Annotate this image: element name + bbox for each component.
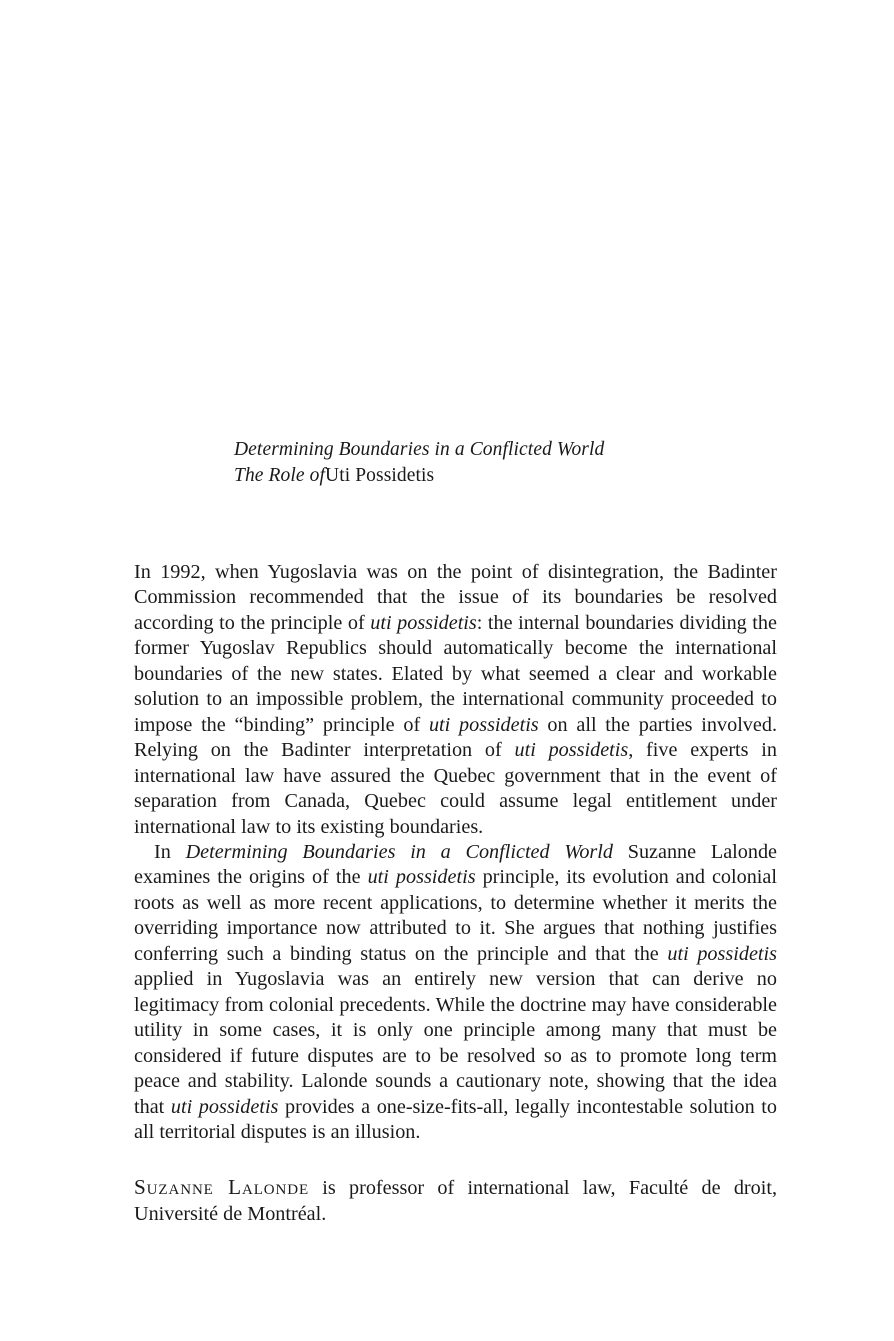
p2-seg-3: Suzanne Lalonde examines the origins of the	[134, 840, 778, 889]
title-block	[234, 437, 794, 489]
p2-italic-uti-possidetis-2: uti possidetis	[667, 942, 777, 965]
book-title-main	[234, 437, 794, 463]
book-subtitle	[234, 463, 794, 489]
author-name: Suzanne Lalonde	[134, 1175, 310, 1200]
p1-italic-uti-possidetis-2: uti possidetis	[428, 713, 539, 736]
author-bio-description: is professor of international law, Faculté de droit, Université de Montréal.	[134, 1177, 777, 1225]
p2-seg-9: provides a one-size-fits-all, legally incontestable solution to all territorial disputes is an illusion.	[134, 1095, 777, 1143]
p1-seg-5: on all the parties involved. Relying on the Badinter interpretation of	[134, 713, 777, 762]
p1-seg-1: In 1992, when Yugoslavia was on the point of disintegration, the Badinter Commission recommended that the issue of its boundaries be resolved according to the principle of	[134, 561, 777, 634]
blurb-paragraph-1	[134, 560, 777, 840]
book-title-main-text: Determining Boundaries in a Conflicted World	[234, 439, 605, 460]
bio-spacer	[134, 1145, 777, 1175]
p1-seg-7: , five experts in international law have assured the Quebec government that in the event of separation from Canada, Quebec could assume legal entitlement under international law to its existing boundaries.	[134, 739, 777, 838]
p2-seg-7: applied in Yugoslavia was an entirely new version that can derive no legitimacy from colonial precedents. While the doctrine may have considerable utility in some cases, it is only one principle among many that must be considered if future disputes are to be resolved so as to promote long term peace and stability. Lalonde sounds a cautionary note, showing that the idea that	[134, 968, 777, 1118]
book-subtitle-prefix: The Role of	[234, 465, 326, 486]
p2-seg-5: principle, its evolution and colonial roots as well as more recent applications, to determine whether it merits the overriding importance now attributed to it. She argues that nothing justifies conferring such a binding status on the principle and that the	[134, 866, 777, 965]
blurb-text-block	[134, 560, 777, 1227]
p1-italic-uti-possidetis-3: uti possidetis	[514, 739, 629, 762]
p2-italic-uti-possidetis-3: uti possidetis	[170, 1095, 279, 1118]
p1-seg-3: : the internal boundaries dividing the former Yugoslav Republics should automatically become the international boundaries of the new states. Elated by what seemed a clear and workable solution to an impossible problem, the international community proceeded to impose the “binding” principle of	[134, 611, 777, 736]
p2-italic-uti-possidetis-1: uti possidetis	[367, 866, 476, 889]
book-subtitle-term: Uti Possidetis	[325, 465, 435, 486]
p2-italic-book-title: Determining Boundaries in a Conflicted World	[185, 840, 613, 863]
p2-seg-1: In	[154, 840, 186, 863]
blurb-paragraph-2	[134, 840, 777, 1145]
author-bio	[134, 1175, 777, 1227]
p1-italic-uti-possidetis-1: uti possidetis	[370, 611, 477, 634]
